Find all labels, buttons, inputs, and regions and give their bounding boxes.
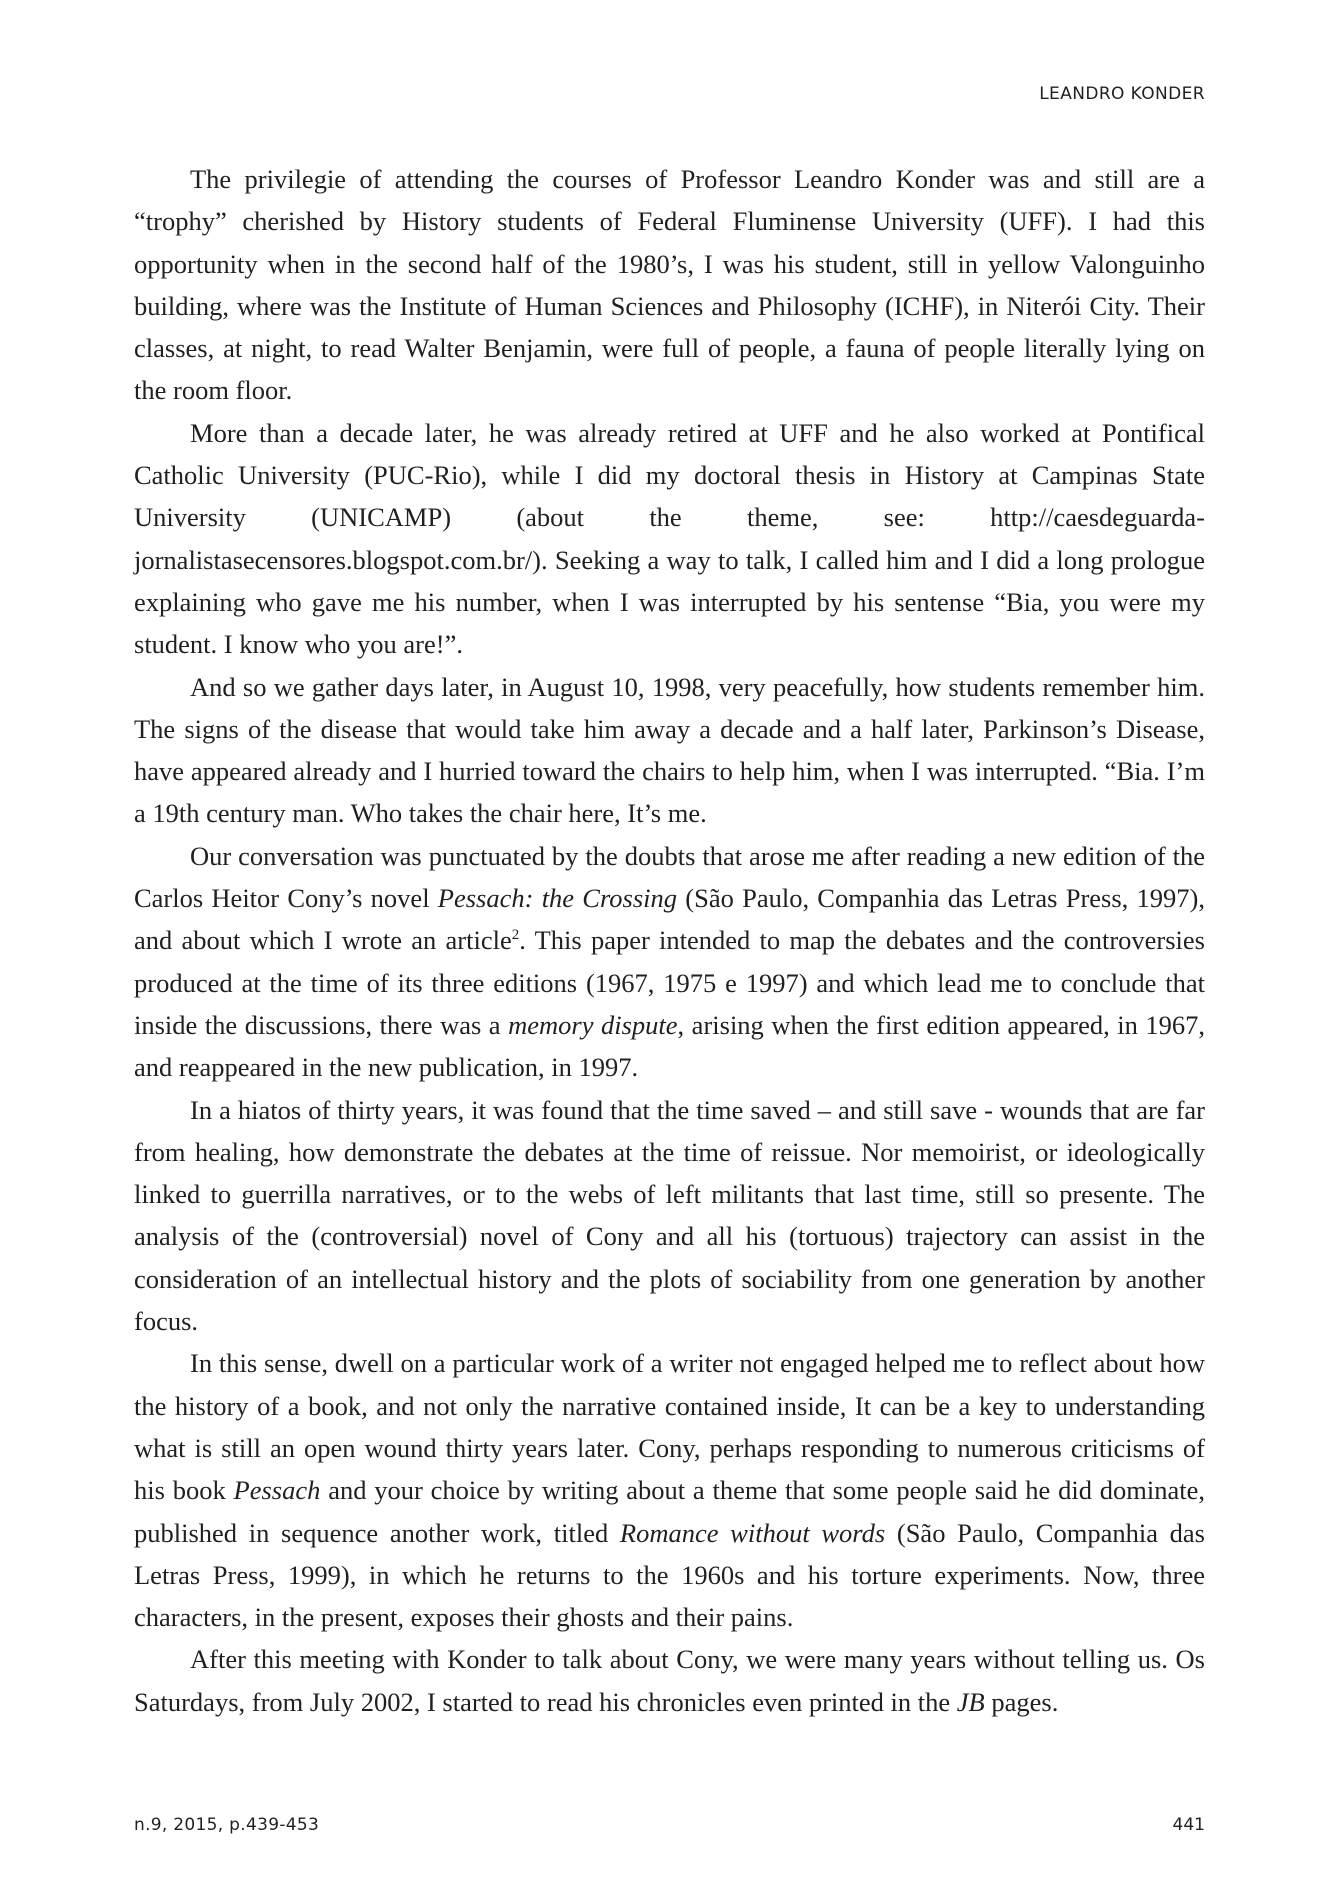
- paragraph-text: , arising when the first edition appeared, in 1967, and reappeared in the new publication, in 1997.: [134, 1009, 1205, 1083]
- paragraph-text: (São Paulo, Companhia das Letras Press, 1999), in which he returns to the 1960s and his torture experiments. Now, three characters, in the present, exposes their ghosts and their pains.: [134, 1517, 1205, 1633]
- paragraph-text: In a hiatos of thirty years, it was found that the time saved – and still save - wounds that are far from healing, how demonstrate the debates at the time of reissue. Nor memoirist, or ideologically linked to guerrilla narratives, or to the webs of left militants that last time, still so presente. The analysis of the (controversial) novel of Cony and all his (tortuous) trajectory can assist in the consideration of an intellectual history and the plots of sociability from one generation by another focus.: [134, 1094, 1205, 1337]
- body-paragraph: [134, 1342, 1205, 1638]
- article-body: [134, 158, 1205, 1723]
- italic-text: Pessach: [233, 1475, 321, 1506]
- paragraph-text: pages.: [984, 1686, 1059, 1717]
- body-paragraph: [134, 158, 1205, 412]
- body-paragraph: [134, 1089, 1205, 1343]
- paragraph-text: After this meeting with Konder to talk about Cony, we were many years without telling us. Os Saturdays, from July 2002, I started to read his chronicles even printed in the: [134, 1644, 1205, 1717]
- body-paragraph: [134, 412, 1205, 666]
- italic-text: Pessach: the Crossing: [437, 883, 678, 914]
- paragraph-text: In this sense, dwell on a particular work of a writer not engaged helped me to reflect about how the history of a book, and not only the narrative contained inside, It can be a key to understanding what is still an open wound thirty years later. Cony, perhaps responding to numerous criticisms of his book: [134, 1348, 1205, 1506]
- footnote-reference: 2: [511, 927, 520, 944]
- paragraph-text: and your choice by writing about a theme that some people said he did dominate, published in sequence another work, titled: [134, 1475, 1205, 1548]
- running-head: LEANDRO KONDER: [1039, 84, 1205, 104]
- paragraph-text: More than a decade later, he was already retired at UFF and he also worked at Pontifical Catholic University (PUC-Rio), while I did my doctoral thesis in History at Campinas State University (UNICAMP) (about the theme, see: http://caesdeguarda-jornalistasecensores.blogspot.com.br/). Seeking a way to talk, I called him and I did a long prologue explaining who gave me his number, when I was interrupted by his sentense “Bia, you were my student. I know who you are!”.: [134, 417, 1205, 660]
- paragraph-text: Our conversation was punctuated by the doubts that arose me after reading a new edition of the Carlos Heitor Cony’s novel: [134, 840, 1205, 914]
- italic-text: memory dispute: [508, 1009, 678, 1040]
- paragraph-text: The privilegie of attending the courses of Professor Leandro Konder was and still are a “trophy” cherished by History students of Federal Fluminense University (UFF). I had this opportunity when in the second half of the 1980’s, I was his student, still in yellow Valonguinho building, where was the Institute of Human Sciences and Philosophy (ICHF), in Niterói City. Their classes, at night, to read Walter Benjamin, were full of people, a fauna of people literally lying on the room floor.: [134, 164, 1205, 406]
- italic-text: JB: [956, 1686, 985, 1717]
- page-number: 441: [1172, 1815, 1205, 1835]
- body-paragraph: [134, 666, 1205, 835]
- issue-citation: n.9, 2015, p.439-453: [134, 1815, 320, 1835]
- body-paragraph: [134, 835, 1205, 1089]
- body-paragraph: [134, 1638, 1205, 1723]
- paragraph-text: And so we gather days later, in August 10, 1998, very peacefully, how students remember him. The signs of the disease that would take him away a decade and a half later, Parkinson’s Disease, have appeared already and I hurried toward the chairs to help him, when I was interrupted. “Bia. I’m a 19th century man. Who takes the chair here, It’s me.: [134, 671, 1205, 829]
- paragraph-text: (São Paulo, Companhia das Letras Press, 1997), and about which I wrote an article: [134, 883, 1205, 956]
- italic-text: Romance without words: [619, 1517, 886, 1548]
- paragraph-text: . This paper intended to map the debates and the controversies produced at the time of its three editions (1967, 1975 e 1997) and which lead me to conclude that inside the discussions, there was a: [134, 925, 1205, 1040]
